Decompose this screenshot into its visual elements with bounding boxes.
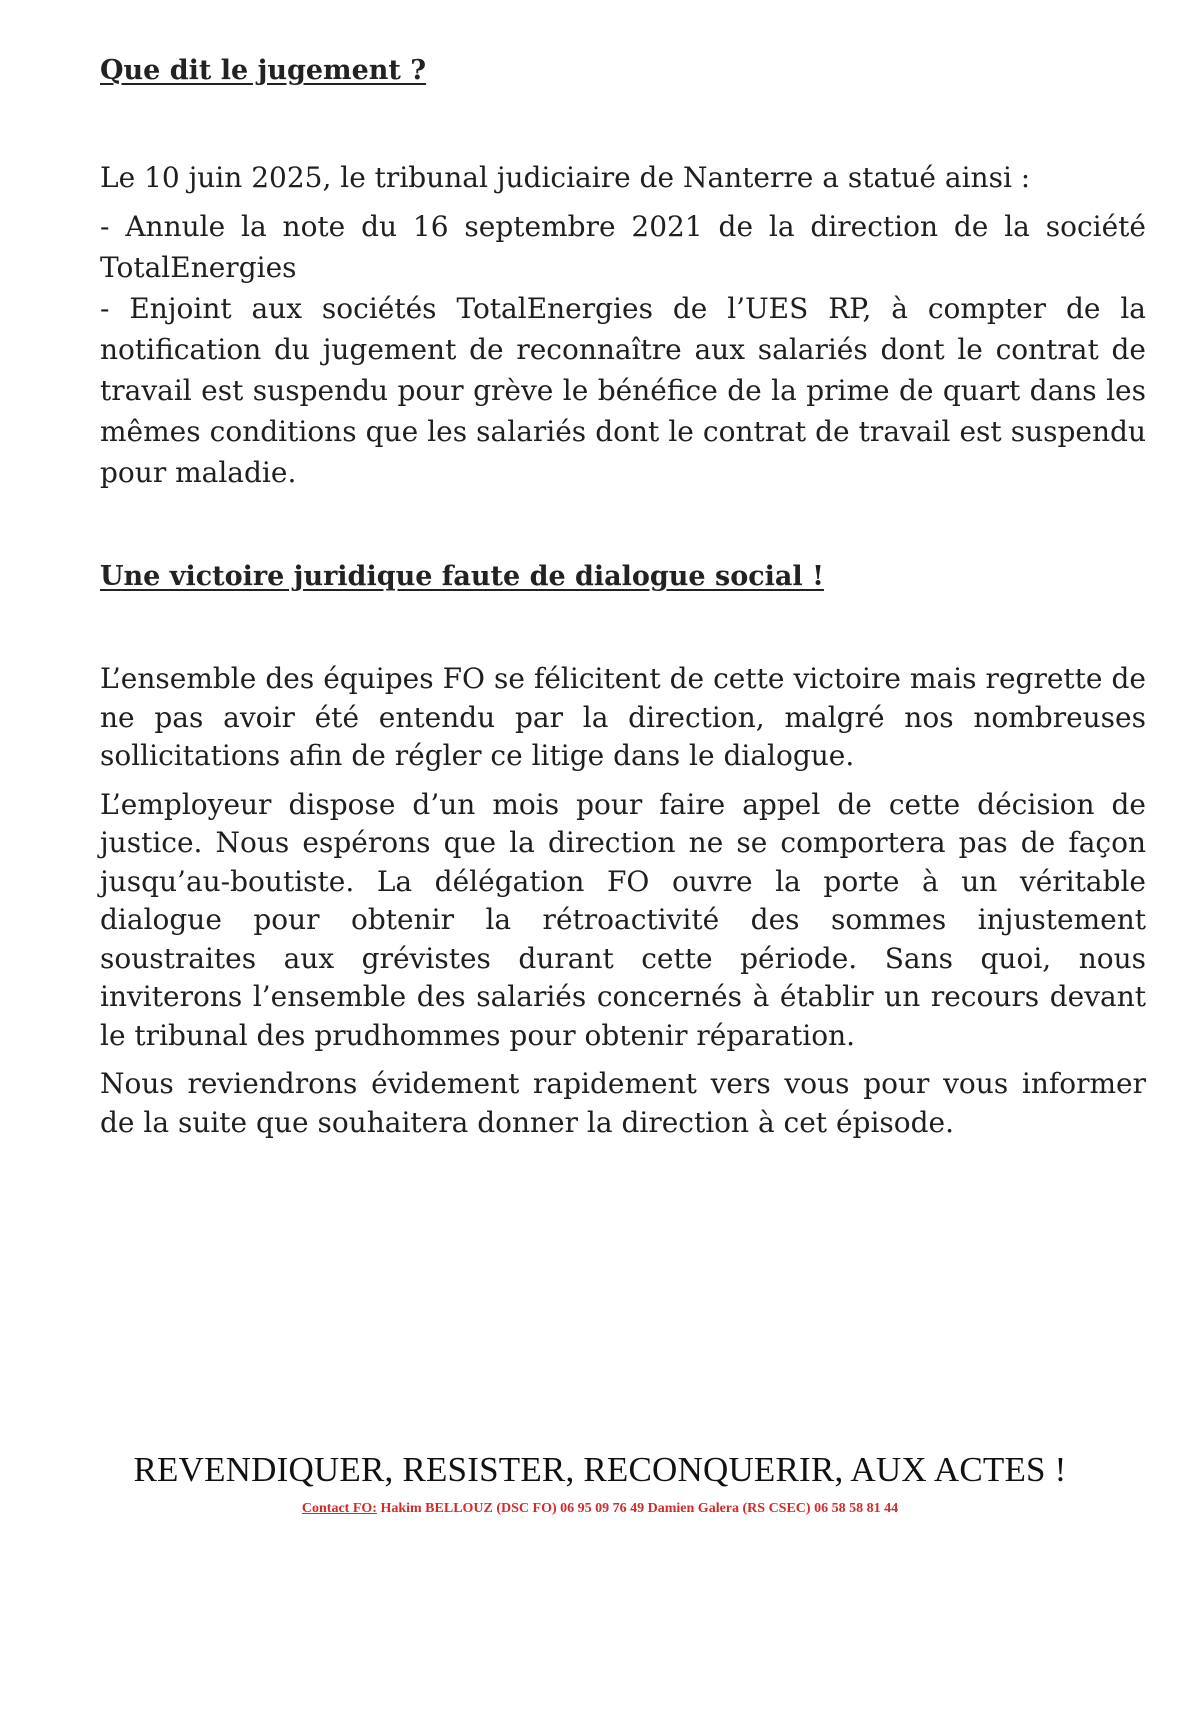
victory-paragraph-1: L’ensemble des équipes FO se félicitent de cette victoire mais regrette de ne pas avoir été entendu par la direction, malgré nos nombreuses sollicitations afin de régler ce litige dans le dialogue. — [100, 662, 1146, 772]
judgment-item-injunction: - Enjoint aux sociétés TotalEnergies de l’UES RP, à compter de la notification du jugement de reconnaître aux salariés dont le contrat de travail est suspendu pour grève le bénéfice de la prime de quart dans les mêmes conditions que les salariés dont le contrat de travail est suspendu pour maladie. — [100, 292, 1146, 489]
judgment-item-annulment: - Annule la note du 16 septembre 2021 de la direction de la société TotalEnergies — [100, 210, 1146, 284]
section-heading-judgment: Que dit le jugement ? — [100, 55, 427, 86]
footer-contact-line — [100, 1501, 1100, 1517]
victory-text-block — [100, 660, 1146, 1142]
contact-details: Hakim BELLOUZ (DSC FO) 06 95 09 76 49 Damien Galera (RS CSEC) 06 58 58 81 44 — [376, 1501, 899, 1516]
section-heading-victory: Une victoire juridique faute de dialogue social ! — [100, 561, 824, 592]
judgment-text-block — [100, 157, 1146, 493]
footer-slogan: REVENDIQUER, RESISTER, RECONQUERIR, AUX ACTES ! — [133, 1450, 1067, 1489]
victory-paragraph-2: L’employeur dispose d’un mois pour faire appel de cette décision de justice. Nous espérons que la direction ne se comportera pas de façon jusqu’au-boutiste. La délégation FO ouvre la porte à un véritable dialogue pour obtenir la rétroactivité des sommes injustement soustraites aux grévistes durant cette période. Sans quoi, nous inviterons l’ensemble des salariés concernés à établir un recours devant le tribunal des prudhommes pour obtenir réparation. — [100, 787, 1146, 1052]
victory-paragraph-3: Nous reviendrons évidement rapidement vers vous pour vous informer de la suite que souhaitera donner la direction à cet épisode. — [100, 1067, 1146, 1139]
contact-label: Contact FO: — [301, 1501, 377, 1516]
judgment-intro-paragraph: Le 10 juin 2025, le tribunal judiciaire de Nanterre a statué ainsi : — [100, 161, 1031, 194]
